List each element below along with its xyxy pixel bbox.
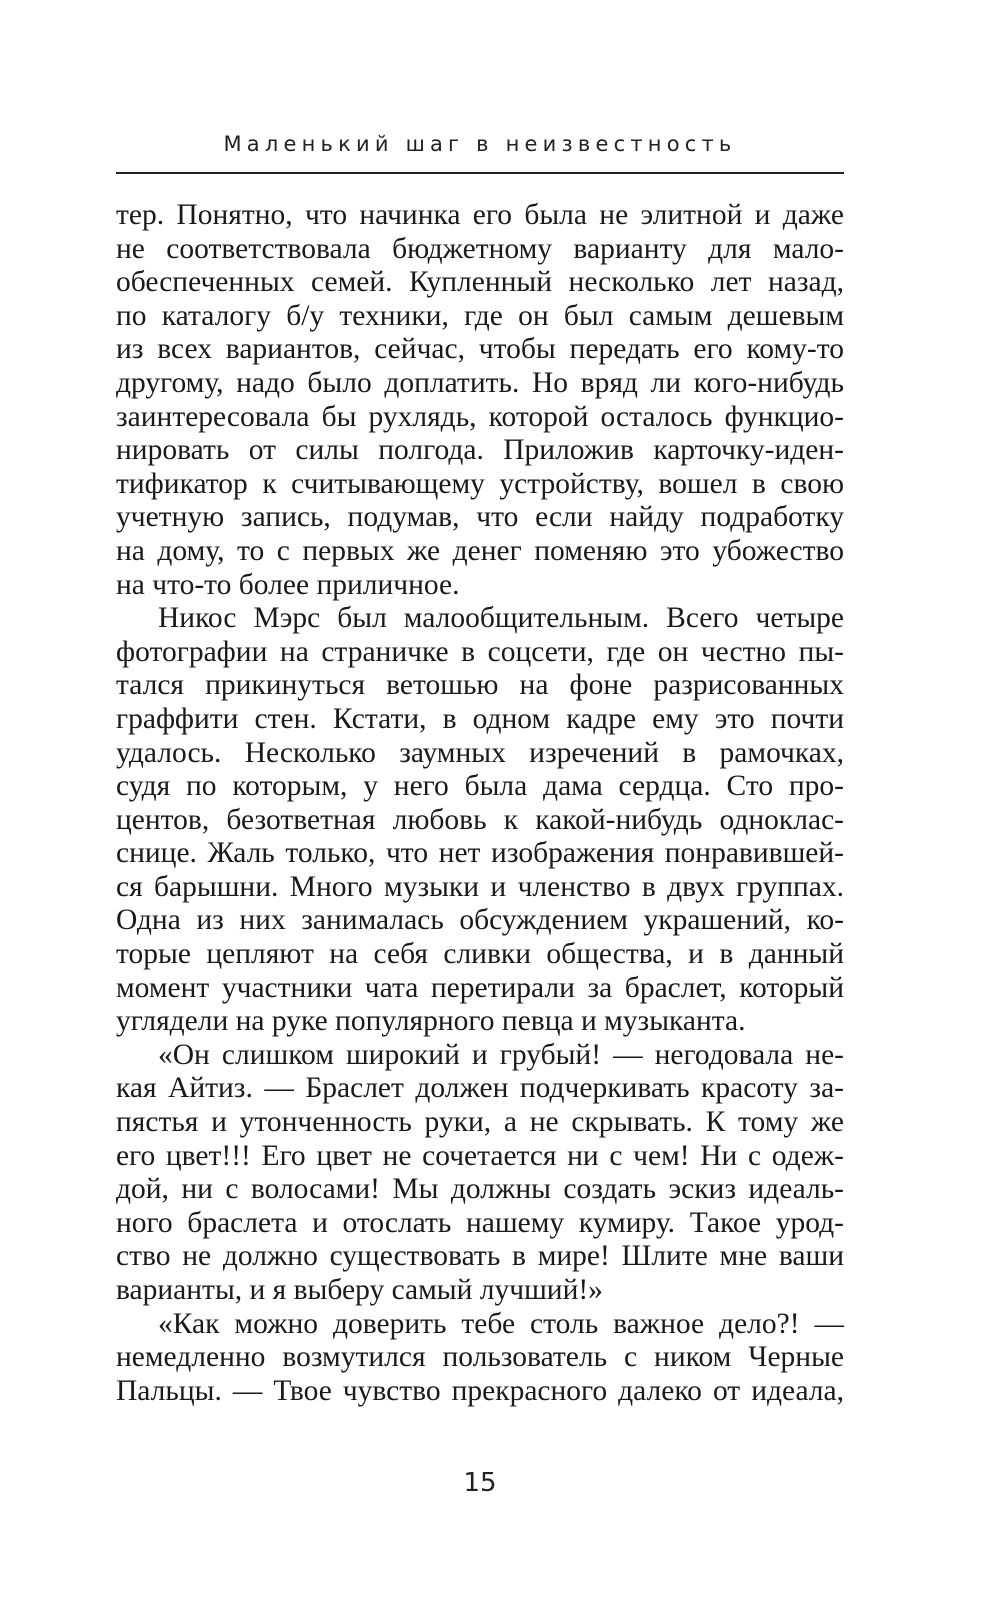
text-line: учетную запись, подумав, что если найду подработку (116, 501, 844, 534)
text-line: удалось. Несколько заумных изречений в рамочках, (116, 736, 844, 769)
running-head-title: Маленький шаг в неизвестность (223, 132, 737, 156)
page-number: 15 (463, 1468, 497, 1498)
text-line: обеспеченных семей. Купленный несколько лет назад, (116, 266, 844, 299)
text-line: тер. Понятно, что начинка его была не элитной и даже (116, 199, 844, 231)
text-line: ся барышни. Много музыки и членство в двух группах. (116, 870, 844, 903)
text-line: «Он слишком широкий и грубый! — негодовала не- (158, 1038, 844, 1071)
text-line: другому, надо было доплатить. Но вряд ли кого-нибудь (116, 366, 844, 399)
text-line: на дому, то с первых же денег поменяю это убожество (116, 534, 844, 567)
text-line: на что-то более приличное. (116, 568, 460, 601)
text-line: граффити стен. Кстати, в одном кадре ему это почти (116, 702, 844, 735)
text-line: тался прикинуться ветошью на фоне разрисованных (116, 669, 844, 702)
text-line: ство не должно существовать в мире! Шлите мне ваши (116, 1240, 844, 1273)
text-line: Никос Мэрс был малообщительным. Всего четыре (158, 602, 844, 635)
text-line: Пальцы. — Твое чувство прекрасного далеко от идеала, (116, 1374, 844, 1407)
text-line: торые цепляют на себя сливки общества, и в данный (116, 938, 844, 971)
text-line: Одна из них занималась обсуждением украшений, ко- (116, 904, 844, 937)
header-rule (116, 172, 844, 174)
text-line: дой, ни с волосами! Мы должны создать эскиз идеаль- (116, 1173, 844, 1206)
text-line: «Как можно доверить тебе столь важное дело?! — (158, 1307, 844, 1340)
paragraph (116, 199, 844, 602)
text-line: судя по которым, у него была дама сердца. Сто про- (116, 770, 844, 803)
text-line: варианты, и я выберу самый лучший!» (116, 1274, 603, 1306)
text-line: не соответствовала бюджетному варианту для мало- (116, 232, 844, 265)
text-line: ного браслета и отослать нашему кумиру. Такое урод- (116, 1206, 844, 1239)
text-line: по каталогу б/у техники, где он был самым дешевым (116, 299, 844, 332)
text-line: центов, безответная любовь к какой-нибудь одноклас- (116, 803, 844, 836)
text-line: тификатор к считывающему устройству, вошел в свою (116, 467, 844, 500)
paragraph (116, 1039, 844, 1308)
text-line: момент участники чата перетирали за браслет, который (116, 971, 844, 1004)
text-line: фотографии на страничке в соцсети, где он честно пы- (116, 635, 844, 668)
text-line: углядели на руке популярного певца и музыканта. (116, 1005, 746, 1038)
text-line: пястья и утонченность руки, а не скрывать. К тому же (116, 1106, 844, 1139)
text-line: из всех вариантов, сейчас, чтобы передать его кому-то (116, 333, 844, 366)
text-line: нировать от силы полгода. Приложив карточку-иден- (116, 434, 844, 467)
paragraph (116, 602, 844, 1039)
paragraph (116, 1308, 844, 1409)
text-line: немедленно возмутился пользователь с ником Черные (116, 1341, 844, 1374)
text-line: заинтересовала бы рухлядь, которой осталось функцио- (116, 400, 844, 433)
text-line: его цвет!!! Его цвет не сочетается ни с чем! Ни с одеж- (116, 1139, 844, 1172)
body-text (116, 199, 844, 1408)
text-line: снице. Жаль только, что нет изображения понравившей- (116, 837, 844, 870)
text-line: кая Айтиз. — Браслет должен подчеркивать красоту за- (116, 1072, 844, 1105)
